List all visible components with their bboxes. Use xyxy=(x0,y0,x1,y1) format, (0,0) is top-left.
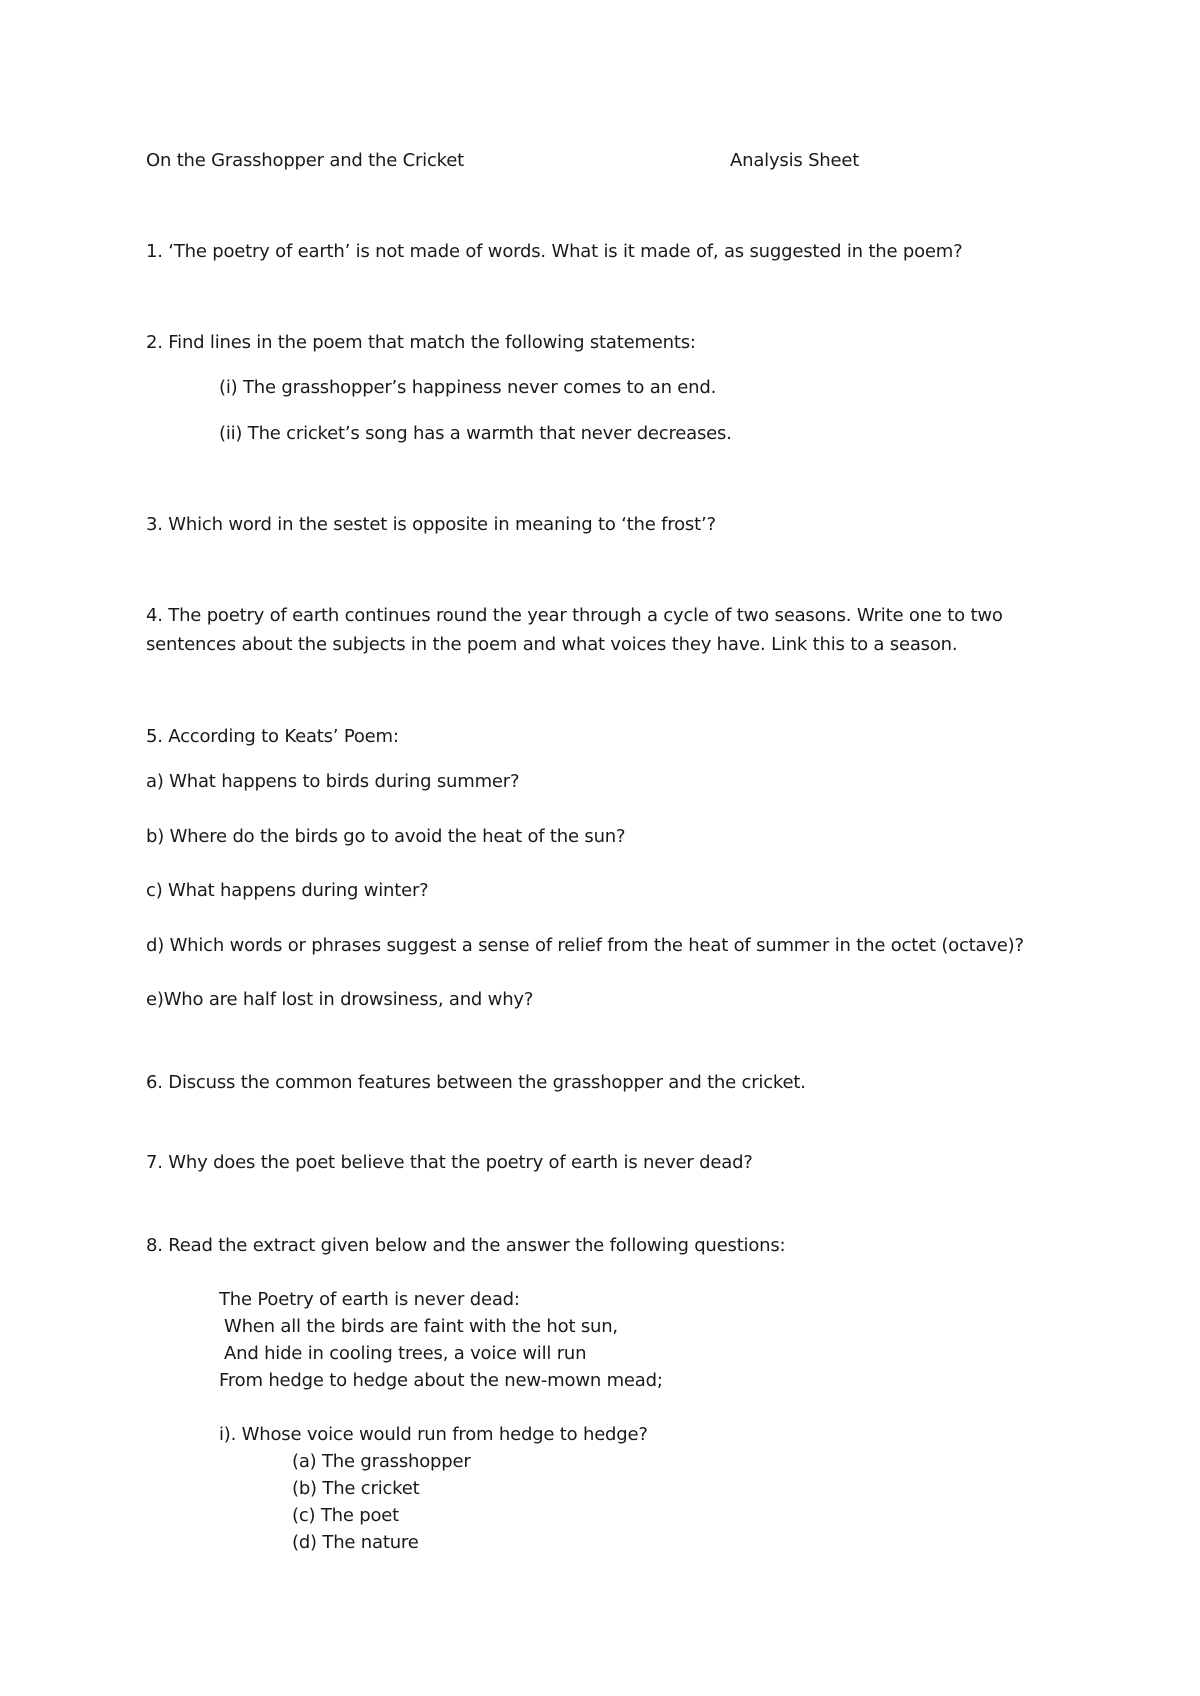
option-d: (d) The nature xyxy=(292,1532,419,1553)
option-a: (a) The grasshopper xyxy=(292,1451,471,1472)
question-4-line-1: 4. The poetry of earth continues round the year through a cycle of two seasons. Write one to two xyxy=(146,605,1003,626)
option-c: (c) The poet xyxy=(292,1505,400,1526)
question-1: 1. ‘The poetry of earth’ is not made of words. What is it made of, as suggested in the poem? xyxy=(146,241,963,262)
question-8-stem: 8. Read the extract given below and the answer the following questions: xyxy=(146,1235,786,1256)
question-5-part-c: c) What happens during winter? xyxy=(146,880,429,901)
question-5-part-a: a) What happens to birds during summer? xyxy=(146,771,520,792)
question-3: 3. Which word in the sestet is opposite in meaning to ‘the frost’? xyxy=(146,514,716,535)
extract-line-2: When all the birds are faint with the hot sun, xyxy=(224,1316,618,1337)
extract-line-3: And hide in cooling trees, a voice will run xyxy=(224,1343,587,1364)
question-2-stem: 2. Find lines in the poem that match the following statements: xyxy=(146,332,696,353)
question-5-part-b: b) Where do the birds go to avoid the heat of the sun? xyxy=(146,826,626,847)
question-5-stem: 5. According to Keats’ Poem: xyxy=(146,726,399,747)
extract-line-1: The Poetry of earth is never dead: xyxy=(219,1289,520,1310)
sheet-label: Analysis Sheet xyxy=(730,150,860,171)
question-6: 6. Discuss the common features between the grasshopper and the cricket. xyxy=(146,1072,806,1093)
question-5-part-e: e)Who are half lost in drowsiness, and why? xyxy=(146,989,534,1010)
question-5-part-d: d) Which words or phrases suggest a sense of relief from the heat of summer in the octet (octave)? xyxy=(146,935,1024,956)
question-2-statement-i: (i) The grasshopper’s happiness never comes to an end. xyxy=(219,377,717,398)
document-title: On the Grasshopper and the Cricket xyxy=(146,150,464,171)
question-7: 7. Why does the poet believe that the poetry of earth is never dead? xyxy=(146,1152,753,1173)
question-4-line-2: sentences about the subjects in the poem and what voices they have. Link this to a season. xyxy=(146,634,958,655)
extract-line-4: From hedge to hedge about the new-mown mead; xyxy=(219,1370,663,1391)
option-b: (b) The cricket xyxy=(292,1478,420,1499)
question-8-sub-question-i: i). Whose voice would run from hedge to hedge? xyxy=(219,1424,648,1445)
question-2-statement-ii: (ii) The cricket’s song has a warmth that never decreases. xyxy=(219,423,732,444)
